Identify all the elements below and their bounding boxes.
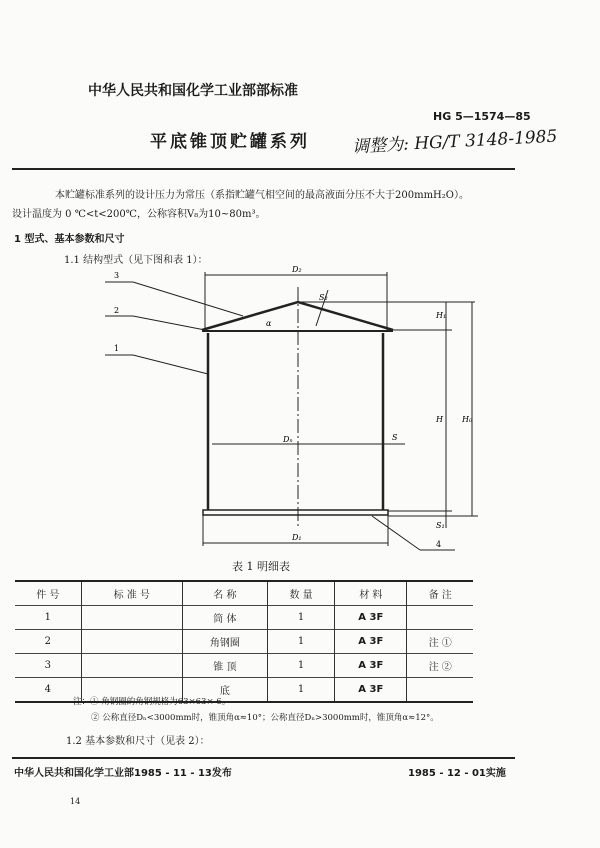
issuer: 中华人民共和国化学工业部部标准 xyxy=(88,83,298,99)
table-1-caption: 表 1 明细表 xyxy=(232,560,290,573)
label-d1: D₁ xyxy=(292,533,302,542)
table-row xyxy=(15,606,473,630)
cell: 2 xyxy=(44,636,51,647)
issue-date: 中华人民共和国化学工业部1985 - 11 - 13发布 xyxy=(14,768,232,779)
col-header: 备 注 xyxy=(407,581,473,606)
cell: 锥 顶 xyxy=(182,654,267,678)
label-s2: S₂ xyxy=(319,293,328,302)
standard-code: HG 5—1574—85 xyxy=(433,110,531,123)
col-header: 件 号 xyxy=(36,590,60,601)
section-1-heading: 1 型式、基本参数和尺寸 xyxy=(14,234,125,245)
label-s1: S₁ xyxy=(436,521,445,530)
cell: 底 xyxy=(182,678,267,703)
label-h: H xyxy=(436,415,443,424)
intro-line-2: 设计温度为 0 ℃<t<200℃，公称容积V₈为10~80m³。 xyxy=(12,209,266,220)
section-1-1-heading: 1.1 结构型式（见下图和表 1）： xyxy=(64,255,208,266)
cell: 筒 体 xyxy=(182,606,267,630)
page-title: 平底锥顶贮罐系列 xyxy=(150,132,310,152)
note-2: ② 公称直径Dₙ<3000mm时，锥顶角α≈10°；公称直径Dₙ>3000mm时，锥顶角α≈12°。 xyxy=(91,713,439,723)
label-h0: H₀ xyxy=(462,415,473,424)
col-header: 材 料 xyxy=(335,581,407,606)
cell: 注 ① xyxy=(407,630,473,654)
cell xyxy=(407,606,473,630)
label-alpha: α xyxy=(266,319,272,328)
cell: 注 ② xyxy=(407,654,473,678)
col-header: 数 量 xyxy=(267,581,334,606)
part-4-label: 4 xyxy=(436,540,442,549)
cell xyxy=(81,606,182,630)
label-d2: D₂ xyxy=(292,265,302,274)
cell xyxy=(407,678,473,703)
cell: A 3F xyxy=(335,654,407,678)
table-row xyxy=(15,654,473,678)
cell: 4 xyxy=(44,684,51,695)
cell: 3 xyxy=(44,660,51,671)
cell: 1 xyxy=(267,678,334,703)
label-h1: H₁ xyxy=(436,311,447,320)
part-3-label: 3 xyxy=(114,271,120,280)
parts-table xyxy=(15,580,473,703)
table-row xyxy=(15,630,473,654)
label-dn: Dₙ xyxy=(283,435,293,444)
col-header: 标 准 号 xyxy=(81,581,182,606)
cell xyxy=(81,654,182,678)
handwritten-note: 调整为: HG/T 3148-1985 xyxy=(351,126,558,158)
section-1-2-heading: 1.2 基本参数和尺寸（见表 2）： xyxy=(66,736,210,747)
part-2-label: 2 xyxy=(114,306,120,315)
page-number: 14 xyxy=(70,797,81,806)
intro-line-1: 本贮罐标准系列的设计压力为常压（系指贮罐气相空间的最高液面分压不大于200mmH₂O）。 xyxy=(55,190,469,201)
cell xyxy=(81,630,182,654)
cell: 1 xyxy=(267,606,334,630)
cell: 1 xyxy=(267,630,334,654)
note-1: 注：① 角钢圈的角钢规格为63×63× 6。 xyxy=(73,697,231,707)
cell: 角钢圈 xyxy=(182,630,267,654)
cell: A 3F xyxy=(335,630,407,654)
cell: 1 xyxy=(44,612,51,623)
effective-date: 1985 - 12 - 01实施 xyxy=(408,768,506,779)
col-header: 名 称 xyxy=(182,581,267,606)
cell: A 3F xyxy=(335,678,407,703)
cell: A 3F xyxy=(335,606,407,630)
cell: 1 xyxy=(267,654,334,678)
footer-rule xyxy=(12,757,515,759)
label-s: S xyxy=(392,433,398,442)
table-header-row xyxy=(15,581,473,606)
part-1-label: 1 xyxy=(114,344,120,353)
